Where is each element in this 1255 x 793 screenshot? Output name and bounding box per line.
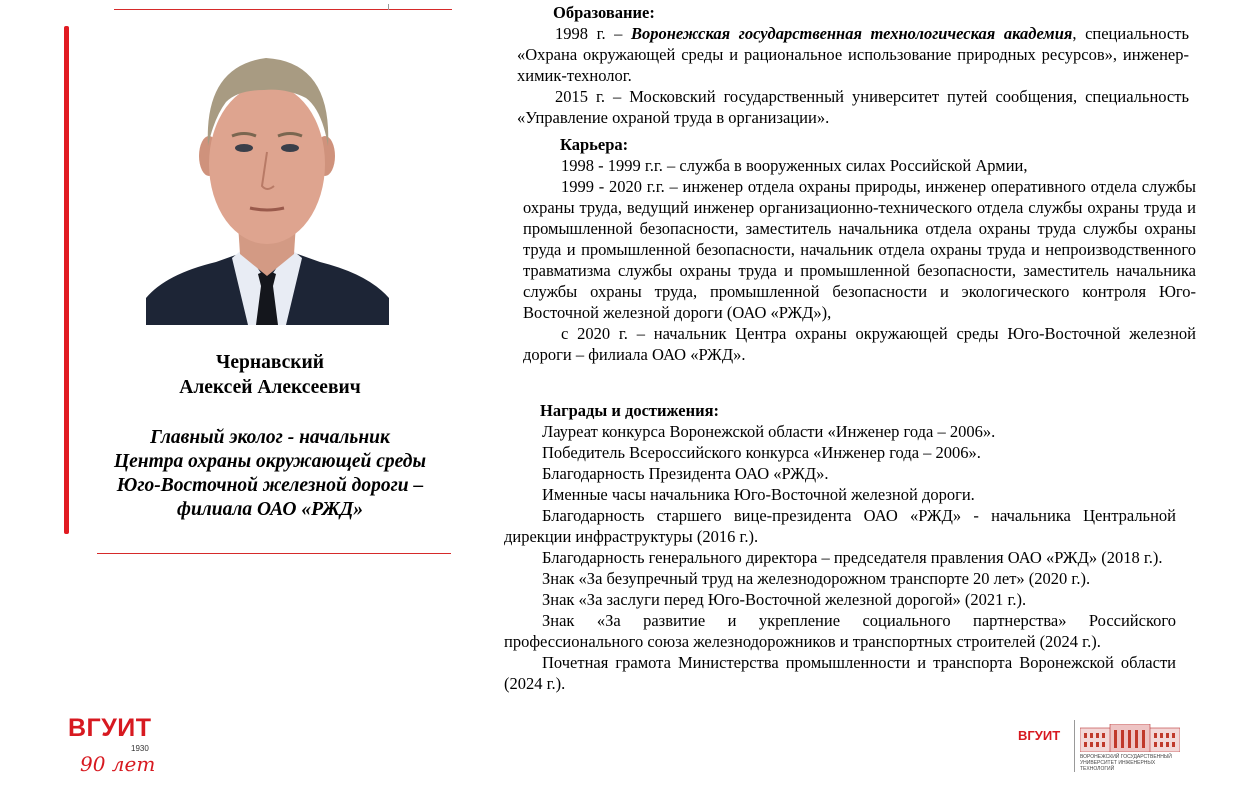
award-entry: Почетная грамота Министерства промышленности и транспорта Воронежской области (2024 г.). (504, 653, 1176, 693)
logo-year: 1930 (131, 744, 149, 753)
top-divider-tick (388, 4, 389, 10)
logo-brand: ВГУИТ (68, 714, 152, 742)
awards-heading: Награды и достижения: (540, 401, 720, 420)
position-line: Центра охраны окружающей среды (113, 451, 427, 472)
education-institution: Воронежская государственная технологическая академия (631, 24, 1073, 43)
vguit-anniversary-logo (68, 714, 168, 780)
person-surname: Чернавский (216, 352, 324, 373)
education-entry: 2015 г. – Московский государственный университет путей сообщения, специальность «Управление охраной труда в организации». (517, 87, 1189, 127)
award-entry: Знак «За развитие и укрепление социального партнерства» Российского профессионального союза железнодорожников и транспортных строителей (2024 г.). (504, 611, 1176, 651)
education-heading: Образование: (553, 3, 655, 22)
education-entry-prefix: 1998 г. – (555, 24, 631, 43)
education-entry-rest: , специальность «Охрана окружающей среды и рациональное использование природных ресурсов», инженер-химик-технолог. (517, 24, 1189, 85)
person-position (80, 426, 460, 522)
career-entry: с 2020 г. – начальник Центра охраны окружающей среды Юго-Восточной железной дороги – филиала ОАО «РЖД». (523, 324, 1196, 364)
vguit-university-logo (1018, 718, 1183, 776)
top-divider-line (114, 9, 452, 10)
left-accent-bar (64, 26, 69, 534)
logo-separator (1074, 720, 1075, 772)
award-entry: Победитель Всероссийского конкурса «Инженер года – 2006». (542, 443, 981, 462)
position-line: Юго-Восточной железной дороги – (116, 475, 424, 496)
logo-caption: ВОРОНЕЖСКИЙ ГОСУДАРСТВЕННЫЙ УНИВЕРСИТЕТ ИНЖЕНЕРНЫХ ТЕХНОЛОГИЙ (1080, 754, 1172, 772)
career-section (523, 155, 1196, 365)
award-entry: Благодарность Президента ОАО «РЖД». (542, 464, 829, 483)
university-building-icon (1080, 724, 1180, 752)
award-entry: Знак «За безупречный труд на железнодорожном транспорте 20 лет» (2020 г.). (542, 569, 1091, 588)
award-entry: Именные часы начальника Юго-Восточной железной дороги. (542, 485, 975, 504)
awards-section (504, 421, 1176, 694)
education-entry (517, 23, 1189, 86)
position-line: Главный эколог - начальник (150, 427, 390, 448)
award-entry: Знак «За заслуги перед Юго-Восточной железной дорогой» (2021 г.). (542, 590, 1027, 609)
education-section (517, 23, 1189, 128)
person-given-names: Алексей Алексеевич (179, 377, 361, 398)
person-name (100, 350, 440, 400)
career-entry: 1999 - 2020 г.г. – инженер отдела охраны природы, инженер оперативного отдела службы охраны труда, ведущий инженер организационно-технического отдела службы охраны труда и промышленной безопасности, заместитель начальника отдела охраны труда службы охраны труда и промышленной безопасности, начальник отдела охраны труда и непроизводственного травматизма службы охраны труда и промышленной безопасности, заместитель начальника службы охраны труда, промышленной безопасности и экологического контроля Юго-Восточной железной дороги (ОАО «РЖД»), (523, 177, 1196, 322)
position-line: филиала ОАО «РЖД» (176, 499, 364, 520)
award-entry: Благодарность генерального директора – председателя правления ОАО «РЖД» (2018 г.). (542, 548, 1163, 567)
award-entry: Благодарность старшего вице-президента ОАО «РЖД» - начальника Центральной дирекции инфраструктуры (2016 г.). (504, 506, 1176, 546)
career-heading: Карьера: (560, 135, 629, 154)
bottom-divider-line (97, 553, 451, 554)
portrait-photo (146, 36, 389, 325)
logo-anniversary: 90 лет (80, 752, 156, 776)
career-entry: 1998 - 1999 г.г. – служба в вооруженных силах Российской Армии, (561, 156, 1028, 175)
award-entry: Лауреат конкурса Воронежской области «Инженер года – 2006». (542, 422, 996, 441)
logo-brand: ВГУИТ (1018, 728, 1061, 743)
